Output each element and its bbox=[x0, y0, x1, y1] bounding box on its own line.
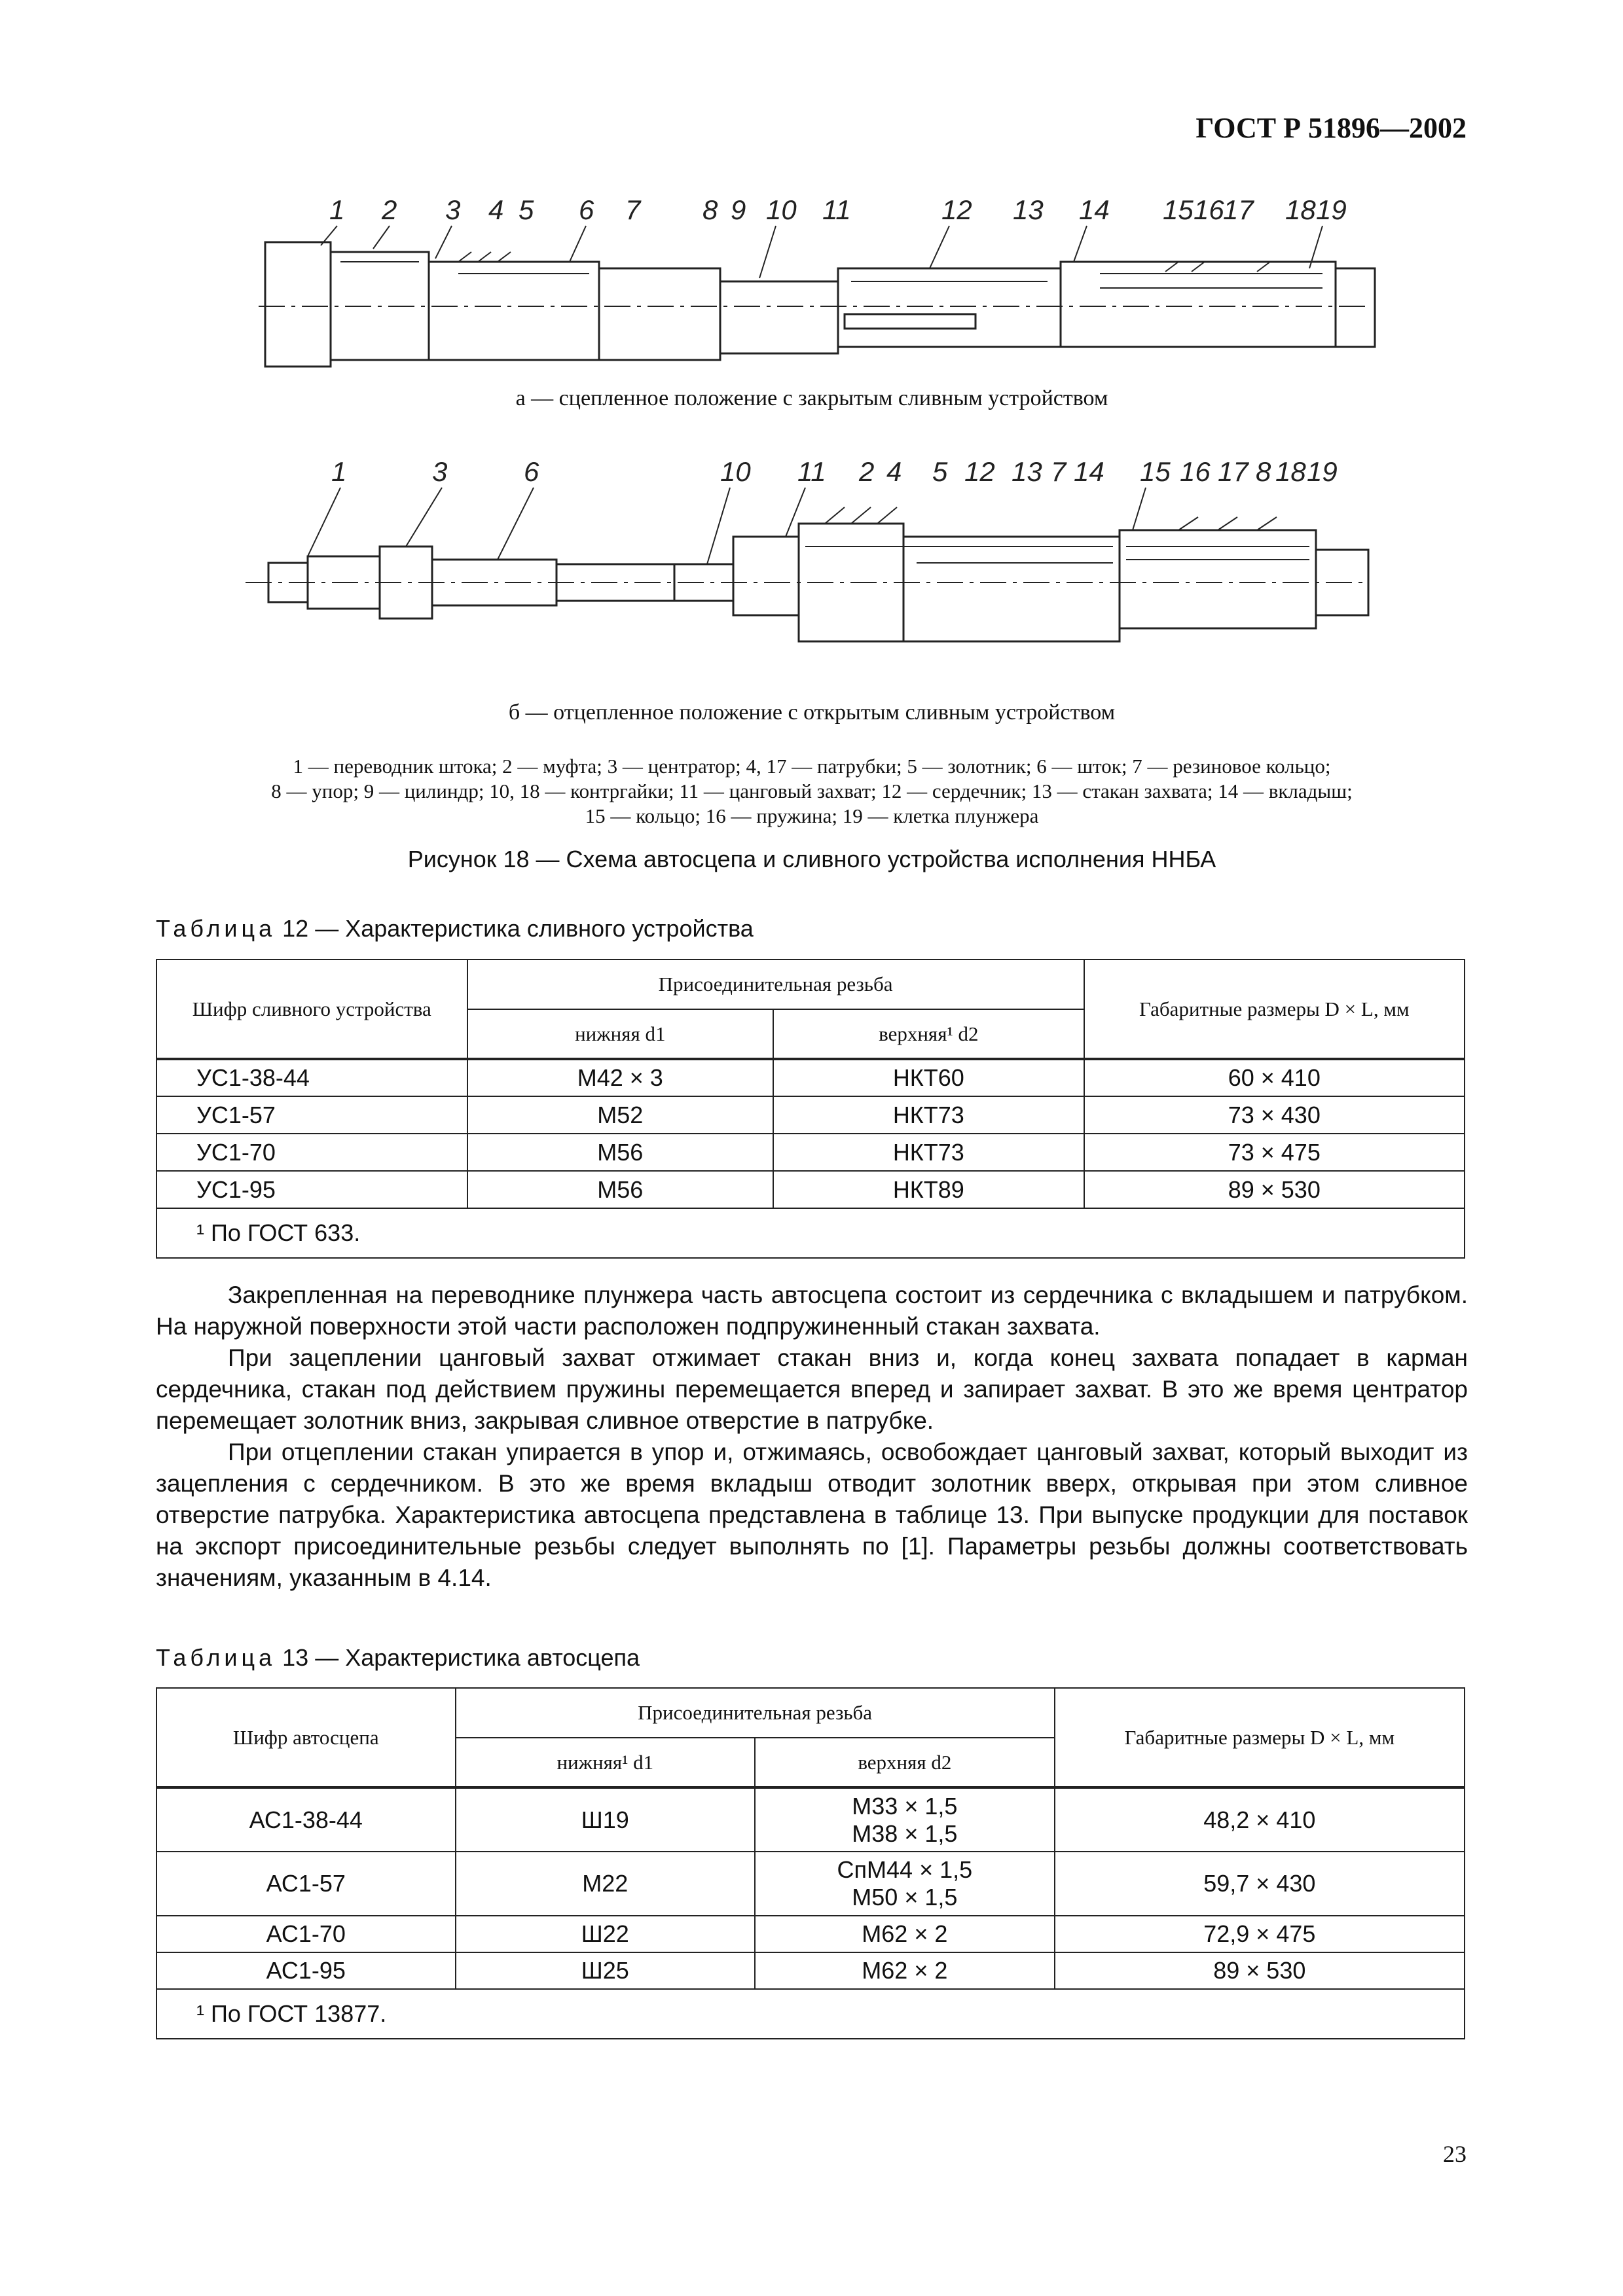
cell: 60 × 410 bbox=[1084, 1059, 1465, 1096]
table-row bbox=[156, 1952, 1465, 1989]
cell: М56 bbox=[467, 1171, 774, 1208]
paragraph-2: При зацеплении цанговый захват отжимает стакан вниз и, когда конец захвата попадает в карман сердечника, стакан под действием пружины перемещается вперед и запирает захват. В это же время центратор перемещает золотник вниз, закрывая сливное отверстие в патрубке. bbox=[156, 1344, 1468, 1434]
table-row bbox=[156, 1059, 1465, 1096]
table12-label-word: Таблица bbox=[156, 915, 276, 942]
label-a-3: 3 bbox=[445, 194, 461, 225]
label-a-17: 17 bbox=[1223, 194, 1254, 225]
table13-label-word: Таблица bbox=[156, 1644, 276, 1671]
caption-b: б — отцепленное положение с открытым сливным устройством bbox=[508, 700, 1116, 725]
cell: 89 × 530 bbox=[1055, 1952, 1465, 1989]
cell: 73 × 475 bbox=[1084, 1134, 1465, 1171]
label-a-4: 4 bbox=[488, 194, 504, 225]
label-b-1: 1 bbox=[331, 456, 347, 487]
label-b-4: 4 bbox=[886, 456, 902, 487]
cell: УС1-70 bbox=[156, 1134, 467, 1171]
table-row bbox=[156, 1852, 1465, 1916]
label-a-13: 13 bbox=[1013, 194, 1044, 225]
table13-header-lower: нижняя¹ d1 bbox=[456, 1738, 756, 1787]
label-a-12: 12 bbox=[941, 194, 972, 225]
label-a-18: 18 bbox=[1285, 194, 1316, 225]
table-row bbox=[156, 1916, 1465, 1952]
table13-footnote: ¹ По ГОСТ 13877. bbox=[156, 1989, 1465, 2039]
cell: УС1-38-44 bbox=[156, 1059, 467, 1096]
paragraph-1: Закрепленная на переводнике плунжера часть автосцепа состоит из сердечника с вкладышем и патрубком. На наружной поверхности этой части расположен подпружиненный стакан захвата. bbox=[156, 1282, 1468, 1340]
table13 bbox=[156, 1687, 1465, 2039]
label-a-5: 5 bbox=[519, 194, 534, 225]
mechanical-drawing bbox=[0, 0, 1623, 753]
label-a-7: 7 bbox=[625, 194, 641, 225]
cell: НКТ73 bbox=[773, 1134, 1084, 1171]
cell: НКТ60 bbox=[773, 1059, 1084, 1096]
page-number: 23 bbox=[1443, 2141, 1467, 2167]
cell: НКТ89 bbox=[773, 1171, 1084, 1208]
cell bbox=[755, 1787, 1055, 1852]
cell: НКТ73 bbox=[773, 1096, 1084, 1134]
label-b-10: 10 bbox=[720, 456, 751, 487]
label-a-19: 19 bbox=[1316, 194, 1347, 225]
cell: М52 bbox=[467, 1096, 774, 1134]
body-text bbox=[156, 1280, 1468, 1594]
label-b-17: 17 bbox=[1218, 456, 1249, 487]
cell: УС1-57 bbox=[156, 1096, 467, 1134]
cell: АС1-95 bbox=[156, 1952, 456, 1989]
cell bbox=[755, 1852, 1055, 1916]
cell: М56 bbox=[467, 1134, 774, 1171]
standard-header: ГОСТ Р 51896—2002 bbox=[1195, 112, 1467, 144]
label-a-1: 1 bbox=[329, 194, 345, 225]
label-a-10: 10 bbox=[766, 194, 797, 225]
table13-header-dims: Габаритные размеры D × L, мм bbox=[1055, 1688, 1465, 1787]
table13-header-thread: Присоединительная резьба bbox=[456, 1688, 1055, 1738]
legend-line-3: 15 — кольцо; 16 — пружина; 19 — клетка плунжера bbox=[585, 804, 1039, 827]
cell: АС1-38-44 bbox=[156, 1787, 456, 1852]
table12-header-thread: Присоединительная резьба bbox=[467, 960, 1084, 1009]
cell: 48,2 × 410 bbox=[1055, 1787, 1465, 1852]
label-b-12: 12 bbox=[964, 456, 995, 487]
label-b-18: 18 bbox=[1275, 456, 1306, 487]
cell: М62 × 2 bbox=[755, 1952, 1055, 1989]
legend-line-2: 8 — упор; 9 — цилиндр; 10, 18 — контргайки; 11 — цанговый захват; 12 — сердечник; 13 — стакан захвата; 14 — вкладыш; bbox=[271, 780, 1353, 802]
table12 bbox=[156, 959, 1465, 1259]
caption-a: а — сцепленное положение с закрытым сливным устройством bbox=[515, 386, 1108, 410]
cell: АС1-57 bbox=[156, 1852, 456, 1916]
label-a-11: 11 bbox=[822, 194, 851, 225]
cell: 59,7 × 430 bbox=[1055, 1852, 1465, 1916]
table12-footnote: ¹ По ГОСТ 633. bbox=[156, 1208, 1465, 1258]
label-a-9: 9 bbox=[731, 194, 746, 225]
label-b-2: 2 bbox=[859, 456, 875, 487]
table12-header-code: Шифр сливного устройства bbox=[156, 960, 467, 1059]
figure-title: Рисунок 18 — Схема автосцепа и сливного устройства исполнения ННБА bbox=[407, 846, 1216, 872]
cell: 72,9 × 475 bbox=[1055, 1916, 1465, 1952]
paragraph-3: При отцеплении стакан упирается в упор и, отжимаясь, освобождает цанговый захват, который выходит из зацепления с сердечником. В это же время вкладыш отводит золотник вверх, открывая при этом сливное отверстие патрубка. Характеристика автосцепа представлена в таблице 13. При выпуске продукции для поставок на экспорт присоединительные резьбы следует выполнять по [1]. Параметры резьбы должны соответствовать значениям, указанным в 4.14. bbox=[156, 1439, 1468, 1591]
cell: Ш25 bbox=[456, 1952, 756, 1989]
table13-title bbox=[156, 1644, 640, 1672]
label-b-16: 16 bbox=[1180, 456, 1211, 487]
label-a-16: 16 bbox=[1194, 194, 1224, 225]
cell: АС1-70 bbox=[156, 1916, 456, 1952]
table-row bbox=[156, 1096, 1465, 1134]
label-a-15: 15 bbox=[1163, 194, 1194, 225]
label-a-2: 2 bbox=[382, 194, 397, 225]
table12-header-dims: Габаритные размеры D × L, мм bbox=[1084, 960, 1465, 1059]
table-row bbox=[156, 1134, 1465, 1171]
cell-line: М38 × 1,5 bbox=[852, 1820, 958, 1847]
label-b-8: 8 bbox=[1256, 456, 1271, 487]
cell: УС1-95 bbox=[156, 1171, 467, 1208]
cell: М22 bbox=[456, 1852, 756, 1916]
label-b-19: 19 bbox=[1307, 456, 1338, 487]
legend-line-1: 1 — переводник штока; 2 — муфта; 3 — центратор; 4, 17 — патрубки; 5 — золотник; 6 — шток; 7 — резиновое кольцо; bbox=[293, 755, 1331, 778]
cell: 89 × 530 bbox=[1084, 1171, 1465, 1208]
cell-line: СпМ44 × 1,5 bbox=[837, 1856, 973, 1883]
figure-legend bbox=[157, 754, 1467, 829]
cell: Ш22 bbox=[456, 1916, 756, 1952]
label-a-8: 8 bbox=[702, 194, 718, 225]
label-b-7: 7 bbox=[1051, 456, 1067, 487]
table-row bbox=[156, 1787, 1465, 1852]
cell: М62 × 2 bbox=[755, 1916, 1055, 1952]
label-b-11: 11 bbox=[797, 456, 826, 487]
table-row bbox=[156, 1171, 1465, 1208]
label-b-6: 6 bbox=[524, 456, 539, 487]
label-b-15: 15 bbox=[1140, 456, 1171, 487]
table13-header-upper: верхняя d2 bbox=[755, 1738, 1055, 1787]
label-b-3: 3 bbox=[432, 456, 448, 487]
label-a-14: 14 bbox=[1079, 194, 1110, 225]
table12-header-upper: верхняя¹ d2 bbox=[773, 1009, 1084, 1059]
cell: М42 × 3 bbox=[467, 1059, 774, 1096]
cell: Ш19 bbox=[456, 1787, 756, 1852]
table13-label-rest: 13 — Характеристика автосцепа bbox=[276, 1644, 640, 1671]
cell: 73 × 430 bbox=[1084, 1096, 1465, 1134]
cell-line: М50 × 1,5 bbox=[852, 1884, 958, 1910]
table12-label-rest: 12 — Характеристика сливного устройства bbox=[276, 915, 754, 942]
table12-header-lower: нижняя d1 bbox=[467, 1009, 774, 1059]
table13-header-code: Шифр автосцепа bbox=[156, 1688, 456, 1787]
table12-title bbox=[156, 915, 754, 942]
label-a-6: 6 bbox=[579, 194, 594, 225]
cell-line: М33 × 1,5 bbox=[852, 1792, 958, 1820]
label-b-5: 5 bbox=[932, 456, 948, 487]
label-b-13: 13 bbox=[1012, 456, 1042, 487]
label-b-14: 14 bbox=[1074, 456, 1104, 487]
